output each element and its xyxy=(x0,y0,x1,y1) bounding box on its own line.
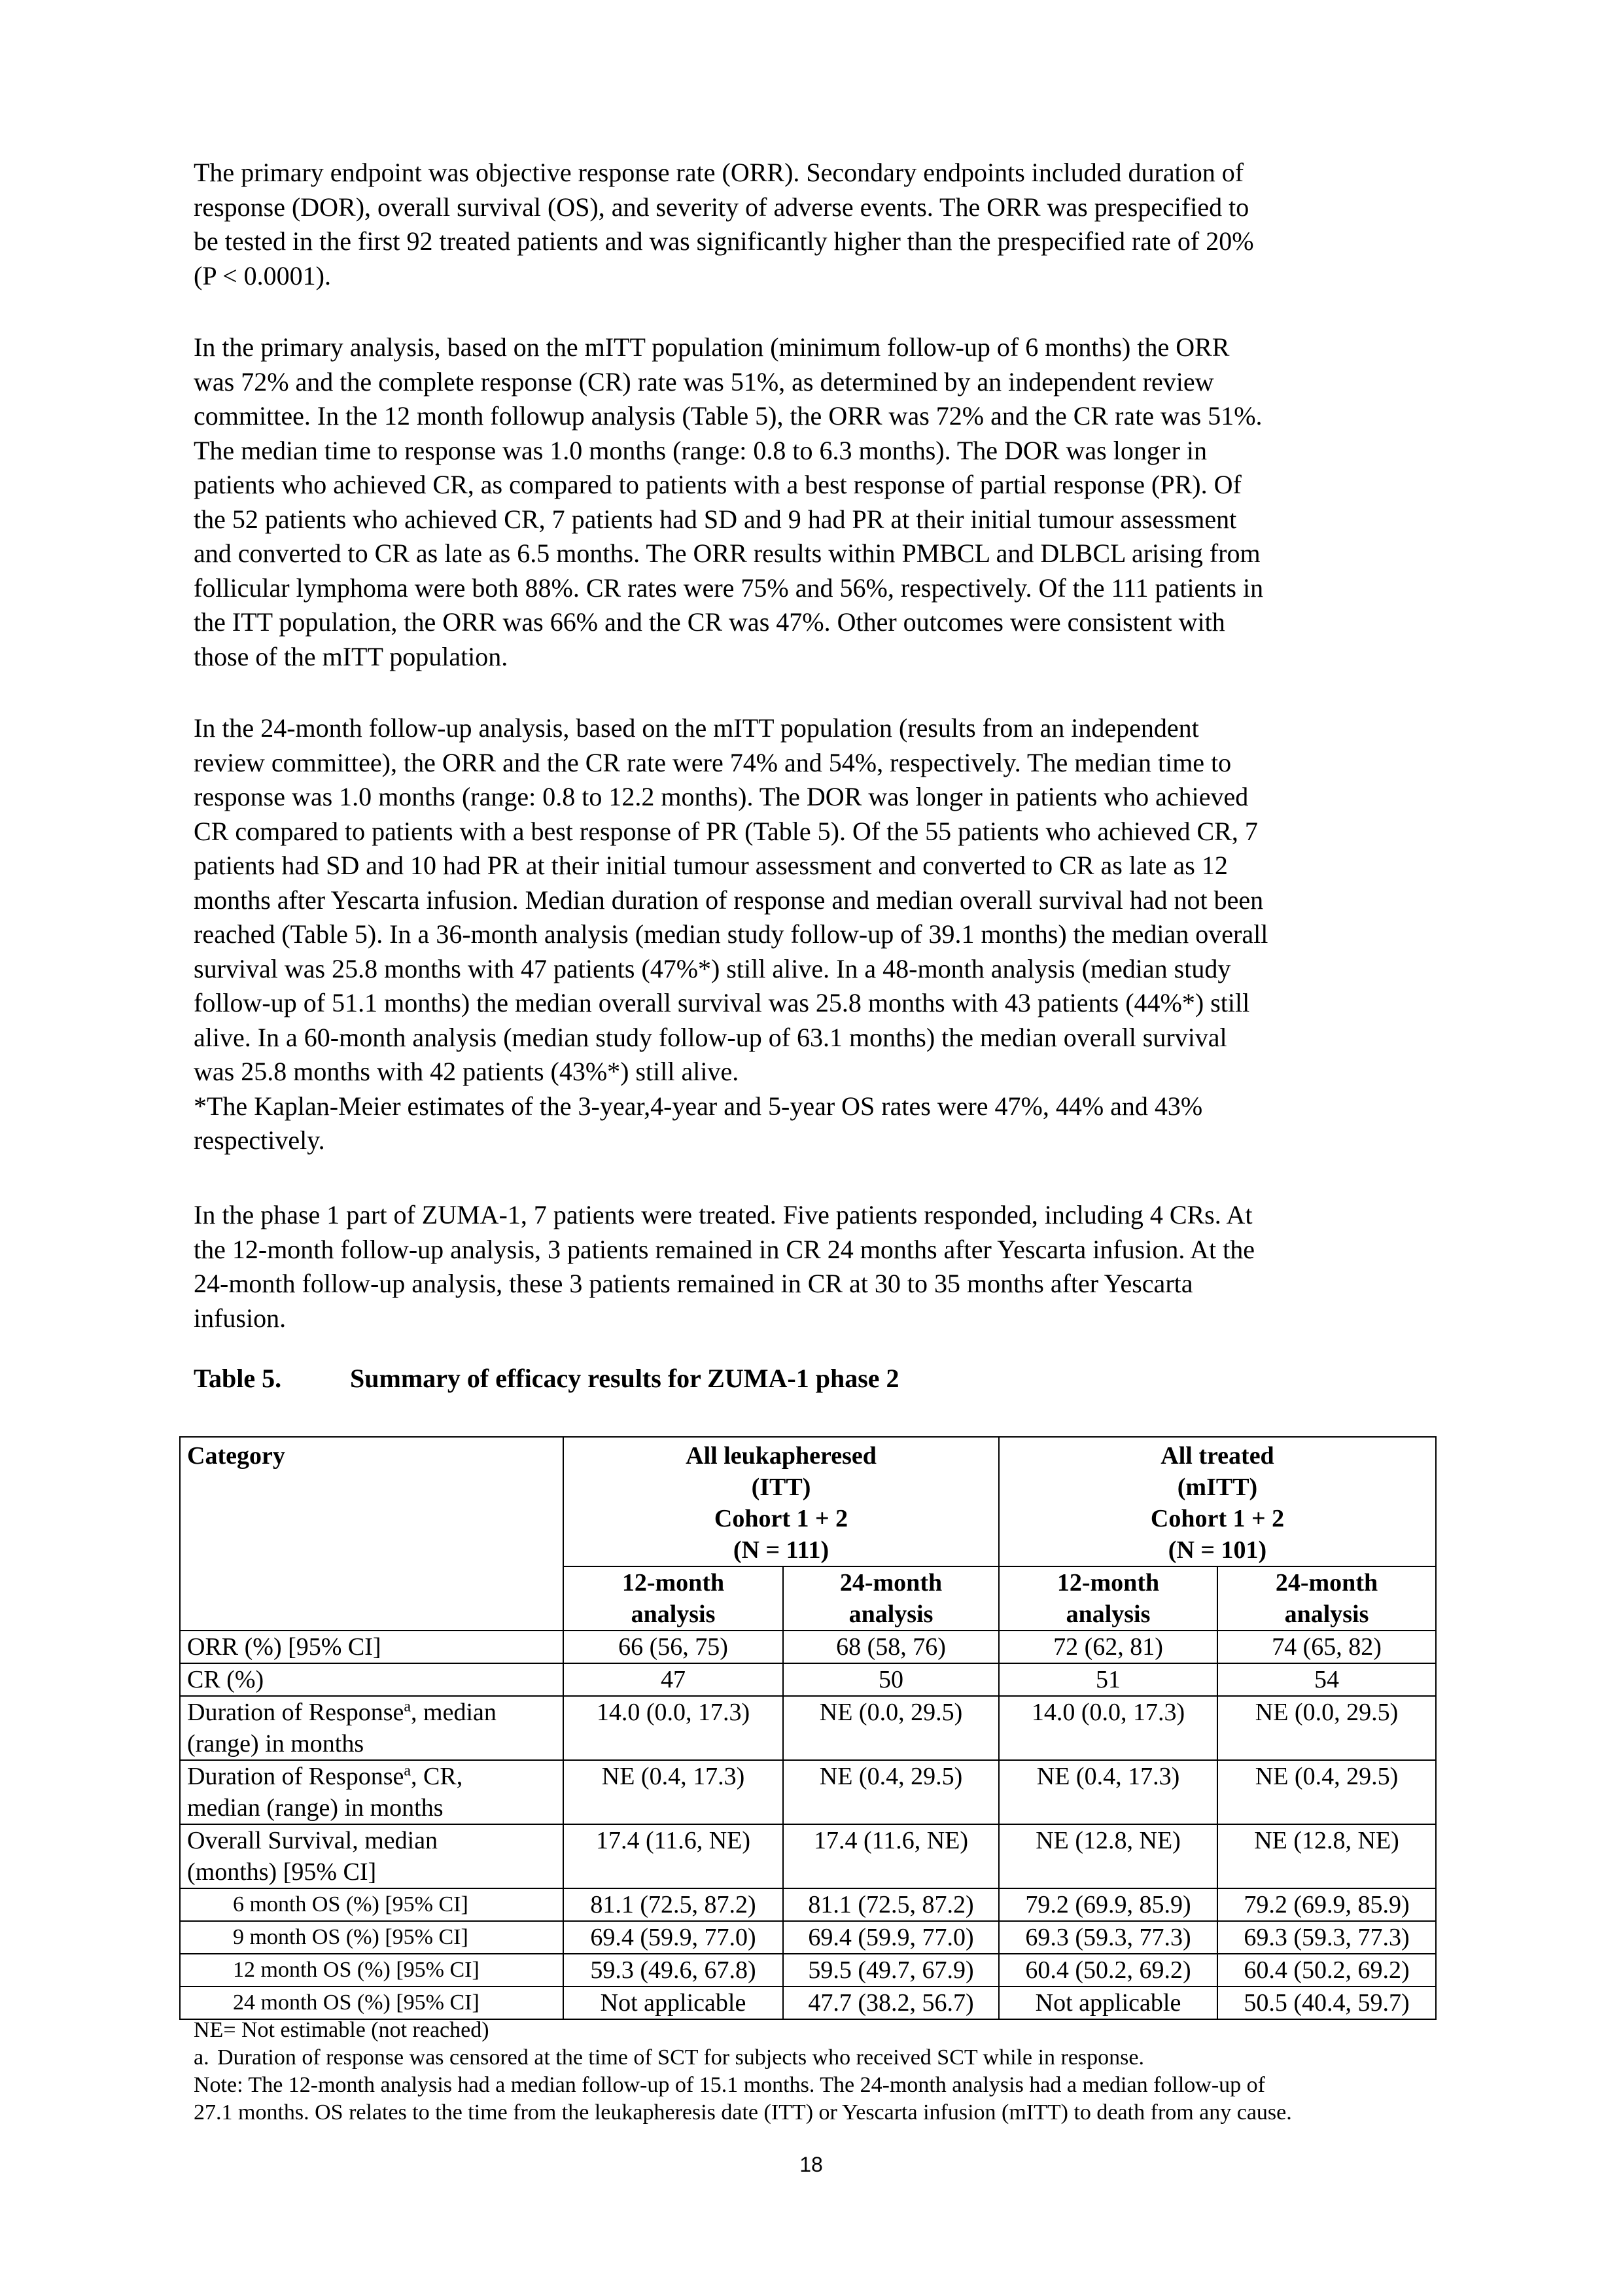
table-cell: 79.2 (69.9, 85.9) xyxy=(1217,1888,1436,1921)
table-row xyxy=(180,1921,1436,1954)
table-cell: 69.3 (59.3, 77.3) xyxy=(1217,1921,1436,1954)
table-header-row xyxy=(180,1437,1436,1566)
row-label-9-month-os: 9 month OS (%) [95% CI] xyxy=(180,1921,563,1954)
table-row xyxy=(180,1987,1436,2019)
table-cell: 60.4 (50.2, 69.2) xyxy=(1217,1954,1436,1987)
table-title: Summary of efficacy results for ZUMA-1 phase 2 xyxy=(350,1364,899,1393)
table-cell: 54 xyxy=(1217,1663,1436,1696)
table-cell: NE (0.4, 17.3) xyxy=(563,1760,783,1824)
table-cell: NE (0.4, 17.3) xyxy=(999,1760,1217,1824)
table-cell: NE (0.4, 29.5) xyxy=(783,1760,999,1824)
mitt-12-month-header: 12-month analysis xyxy=(999,1566,1217,1631)
table-cell: 72 (62, 81) xyxy=(999,1631,1217,1663)
table-cell: 14.0 (0.0, 17.3) xyxy=(563,1696,783,1760)
table-cell: NE (12.8, NE) xyxy=(1217,1824,1436,1888)
row-label-24-month-os: 24 month OS (%) [95% CI] xyxy=(180,1987,563,2019)
row-label-orr: ORR (%) [95% CI] xyxy=(180,1631,563,1663)
table-cell: 50.5 (40.4, 59.7) xyxy=(1217,1987,1436,2019)
table-cell: 81.1 (72.5, 87.2) xyxy=(563,1888,783,1921)
paragraph-phase-1: In the phase 1 part of ZUMA-1, 7 patients were treated. Five patients responded, including 4 CRs. At the 12-month follow-up analysis, 3 patients remained in CR 24 months after Yescarta infusion. At the 24-month follow-up analysis, these 3 patients remained in CR at 30 to 35 months after Yescarta infusion. xyxy=(194,1200,1255,1333)
table-cell: NE (0.4, 29.5) xyxy=(1217,1760,1436,1824)
table-cell: 60.4 (50.2, 69.2) xyxy=(999,1954,1217,1987)
table-cell: 69.3 (59.3, 77.3) xyxy=(999,1921,1217,1954)
table-cell: 81.1 (72.5, 87.2) xyxy=(783,1888,999,1921)
row-label-12-month-os: 12 month OS (%) [95% CI] xyxy=(180,1954,563,1987)
itt-group-header: All leukapheresed (ITT) Cohort 1 + 2 (N = 111) xyxy=(563,1437,999,1566)
table-row xyxy=(180,1888,1436,1921)
note-line-1: Note: The 12-month analysis had a median follow-up of 15.1 months. The 24-month analysis had a median follow-up of xyxy=(194,2073,1265,2097)
footnote-marker: a xyxy=(404,1698,411,1716)
table-cell: 51 xyxy=(999,1663,1217,1696)
footnote-marker: a xyxy=(404,1762,411,1780)
table-cell: NE (12.8, NE) xyxy=(999,1824,1217,1888)
table-cell: 68 (58, 76) xyxy=(783,1631,999,1663)
table-cell: 47 xyxy=(563,1663,783,1696)
table-row xyxy=(180,1760,1436,1824)
row-label-dor-cr: Duration of Response$^a$, CR, median (range) in months xyxy=(180,1760,563,1824)
table-cell: 17.4 (11.6, NE) xyxy=(783,1824,999,1888)
table-cell: Not applicable xyxy=(999,1987,1217,2019)
efficacy-table xyxy=(179,1436,1437,2020)
table-row xyxy=(180,1824,1436,1888)
ne-definition: NE= Not estimable (not reached) xyxy=(194,2018,489,2042)
row-label-cr: CR (%) xyxy=(180,1663,563,1696)
mitt-group-header: All treated (mITT) Cohort 1 + 2 (N = 101) xyxy=(999,1437,1436,1566)
table-cell: NE (0.0, 29.5) xyxy=(1217,1696,1436,1760)
table-caption xyxy=(194,1362,899,1395)
table-cell: 69.4 (59.9, 77.0) xyxy=(563,1921,783,1954)
table-row xyxy=(180,1696,1436,1760)
table-cell: 47.7 (38.2, 56.7) xyxy=(783,1987,999,2019)
table-cell: 14.0 (0.0, 17.3) xyxy=(999,1696,1217,1760)
table-row xyxy=(180,1631,1436,1663)
note-line-2: 27.1 months. OS relates to the time from the leukapheresis date (ITT) or Yescarta infusion (mITT) to death from any cause. xyxy=(194,2100,1292,2125)
row-label-6-month-os: 6 month OS (%) [95% CI] xyxy=(180,1888,563,1921)
table-cell: 17.4 (11.6, NE) xyxy=(563,1824,783,1888)
table-cell: NE (0.0, 29.5) xyxy=(783,1696,999,1760)
table-cell: 59.5 (49.7, 67.9) xyxy=(783,1954,999,1987)
row-label-dor-median: Duration of Response$^a$, median (range) in months xyxy=(180,1696,563,1760)
itt-24-month-header: 24-month analysis xyxy=(783,1566,999,1631)
table-cell: 66 (56, 75) xyxy=(563,1631,783,1663)
table-cell: 50 xyxy=(783,1663,999,1696)
table-cell: 79.2 (69.9, 85.9) xyxy=(999,1888,1217,1921)
row-label-overall-survival: Overall Survival, median (months) [95% CI] xyxy=(180,1824,563,1888)
paragraph-primary-analysis: In the primary analysis, based on the mITT population (minimum follow-up of 6 months) the ORR was 72% and the complete response (CR) rate was 51%, as determined by an independent review committee. In the 12 month followup analysis (Table 5), the ORR was 72% and the CR rate was 51%. The median time to response was 1.0 months (range: 0.8 to 6.3 months). The DOR was longer in patients who achieved CR, as compared to patients with a best response of partial response (PR). Of the 52 patients who achieved CR, 7 patients had SD and 9 had PR at their initial tumour assessment and converted to CR as late as 6.5 months. The ORR results within PMBCL and DLBCL arising from follicular lymphoma were both 88%. CR rates were 75% and 56%, respectively. Of the 111 patients in the ITT population, the ORR was 66% and the CR was 47%. Other outcomes were consistent with those of the mITT population. xyxy=(194,332,1264,671)
itt-12-month-header: 12-month analysis xyxy=(563,1566,783,1631)
page-number: 18 xyxy=(799,2153,823,2176)
table-row xyxy=(180,1663,1436,1696)
category-header: Category xyxy=(180,1437,563,1631)
footnote-a: a. Duration of response was censored at the time of SCT for subjects who received SCT while in response. xyxy=(194,2045,1144,2070)
paragraph-endpoints: The primary endpoint was objective response rate (ORR). Secondary endpoints included duration of response (DOR), overall survival (OS), and severity of adverse events. The ORR was prespecified to be tested in the first 92 treated patients and was significantly higher than the prespecified rate of 20% (P < 0.0001). xyxy=(194,158,1254,291)
paragraph-24-month-analysis: In the 24-month follow-up analysis, based on the mITT population (results from an independent review committee), the ORR and the CR rate were 74% and 54%, respectively. The median time to response was 1.0 months (range: 0.8 to 12.2 months). The DOR was longer in patients who achieved CR compared to patients with a best response of PR (Table 5). Of the 55 patients who achieved CR, 7 patients had SD and 10 had PR at their initial tumour assessment and converted to CR as late as 12 months after Yescarta infusion. Median duration of response and median overall survival had not been reached (Table 5). In a 36-month analysis (median study follow-up of 39.1 months) the median overall survival was 25.8 months with 47 patients (47%*) still alive. In a 48-month analysis (median study follow-up of 51.1 months) the median overall survival was 25.8 months with 43 patients (44%*) still alive. In a 60-month analysis (median study follow-up of 63.1 months) the median overall survival was 25.8 months with 42 patients (43%*) still alive. *The Kaplan-Meier estimates of the 3-year,4-year and 5-year OS rates were 47%, 44% and 43% respectively. xyxy=(194,713,1268,1155)
table-cell: 69.4 (59.9, 77.0) xyxy=(783,1921,999,1954)
table-cell: Not applicable xyxy=(563,1987,783,2019)
table-notes xyxy=(194,2017,1437,2127)
table-row xyxy=(180,1954,1436,1987)
table-cell: 74 (65, 82) xyxy=(1217,1631,1436,1663)
table-number: Table 5. xyxy=(194,1364,282,1393)
mitt-24-month-header: 24-month analysis xyxy=(1217,1566,1436,1631)
table-cell: 59.3 (49.6, 67.8) xyxy=(563,1954,783,1987)
